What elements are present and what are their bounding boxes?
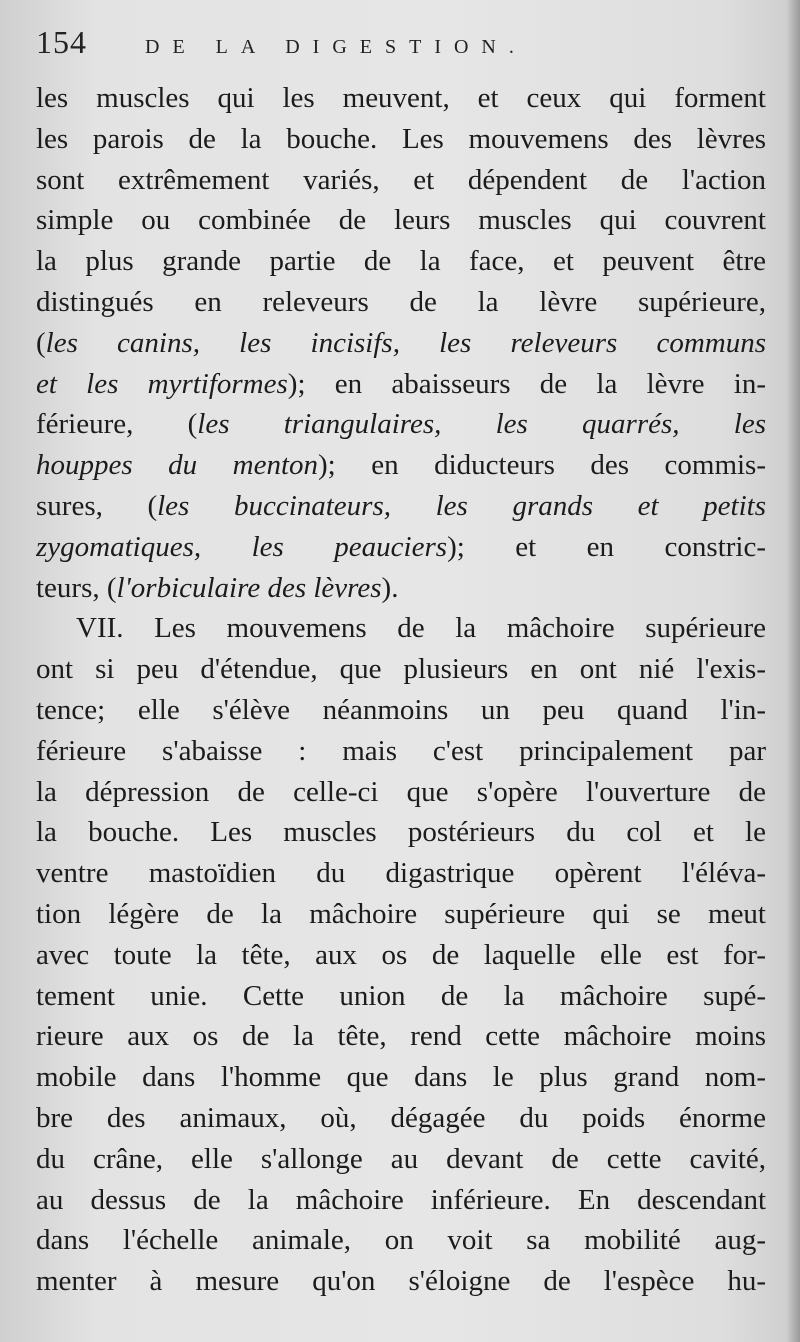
italic-text-segment: zygomatiques, les peauciers (36, 530, 448, 563)
text-segment: ); et en constric- (447, 530, 766, 563)
text-line (36, 976, 766, 1017)
text-line (36, 119, 766, 160)
text-line (36, 445, 766, 486)
text-line (36, 1180, 766, 1221)
text-line (36, 731, 766, 772)
text-segment: tement unie. Cette union de la mâchoire supé- (36, 979, 766, 1012)
text-segment: distingués en releveurs de la lèvre supérieure, (36, 285, 766, 318)
text-segment: les muscles qui les meuvent, et ceux qui forment (36, 82, 766, 114)
text-line (36, 282, 766, 323)
text-line (36, 772, 766, 813)
text-segment: simple ou combinée de leurs muscles qui couvrent (36, 204, 766, 237)
italic-text-segment: les triangulaires, les quarrés, les (197, 408, 766, 441)
text-segment: la dépression de celle-ci que s'opère l'ouverture de (36, 775, 766, 808)
text-line (36, 649, 766, 690)
text-line (36, 1261, 766, 1302)
running-head (36, 24, 760, 64)
text-line (36, 608, 766, 649)
text-segment: ventre mastoïdien du digastrique opèrent l'éléva- (36, 857, 766, 890)
page-number: 154 (36, 24, 87, 60)
text-line (36, 1220, 766, 1261)
text-line (36, 486, 766, 527)
text-segment: dans l'échelle animale, on voit sa mobilité aug- (36, 1224, 766, 1257)
text-segment: menter à mesure qu'on s'éloigne de l'espèce hu- (36, 1265, 766, 1298)
italic-text-segment: et les myrtiformes (36, 367, 288, 400)
text-segment: tion légère de la mâchoire supérieure qui se meut (36, 897, 766, 930)
text-segment: du crâne, elle s'allonge au devant de cette cavité, (36, 1142, 766, 1175)
text-segment: férieure, ( (36, 408, 198, 441)
body-text (36, 78, 766, 1302)
text-line (36, 1016, 766, 1057)
text-line (36, 160, 766, 201)
text-line (36, 812, 766, 853)
text-segment: les parois de la bouche. Les mouvemens des lèvres (36, 122, 766, 155)
text-segment: teurs, ( (36, 571, 117, 604)
text-segment: ); en abaisseurs de la lèvre in- (287, 367, 766, 400)
text-segment: la bouche. Les muscles postérieurs du col et le (36, 816, 766, 849)
text-line (36, 894, 766, 935)
chapter-title: DE LA DIGESTION. (145, 36, 527, 58)
text-line (36, 364, 766, 405)
text-segment: bre des animaux, où, dégagée du poids énorme (36, 1101, 766, 1134)
text-segment: sont extrêmement variés, et dépendent de l'action (36, 163, 766, 196)
text-segment: rieure aux os de la tête, rend cette mâchoire moins (36, 1020, 766, 1053)
text-segment: ont si peu d'étendue, que plusieurs en ont nié l'exis- (36, 653, 766, 686)
text-segment: la plus grande partie de la face, et peuvent être (36, 245, 766, 278)
text-line (36, 568, 766, 609)
text-line (36, 527, 766, 568)
text-segment: tence; elle s'élève néanmoins un peu quand l'in- (36, 693, 766, 726)
text-segment: férieure s'abaisse : mais c'est principalement par (36, 734, 766, 767)
text-segment: ( (36, 326, 46, 359)
text-segment: sures, ( (36, 489, 158, 522)
text-line (36, 200, 766, 241)
text-line (36, 1098, 766, 1139)
text-segment: VII. Les mouvemens de la mâchoire supérieure (76, 612, 766, 645)
text-line (36, 1139, 766, 1180)
italic-text-segment: l'orbiculaire des lèvres (116, 571, 382, 604)
text-line (36, 323, 766, 364)
text-line (36, 935, 766, 976)
italic-text-segment: les canins, les incisifs, les releveurs communs (45, 326, 766, 359)
text-line (36, 404, 766, 445)
text-segment: au dessus de la mâchoire inférieure. En descendant (36, 1183, 766, 1216)
italic-text-segment: houppes du menton (36, 449, 319, 482)
text-segment: avec toute la tête, aux os de laquelle elle est for- (36, 938, 766, 971)
italic-text-segment: les buccinateurs, les grands et petits (157, 489, 766, 522)
text-segment: mobile dans l'homme que dans le plus grand nom- (36, 1061, 766, 1094)
text-line (36, 853, 766, 894)
text-line (36, 241, 766, 282)
text-line (36, 1057, 766, 1098)
text-line (36, 78, 766, 119)
text-segment: ). (381, 571, 399, 604)
text-line (36, 690, 766, 731)
text-segment: ); en diducteurs des commis- (318, 449, 766, 482)
